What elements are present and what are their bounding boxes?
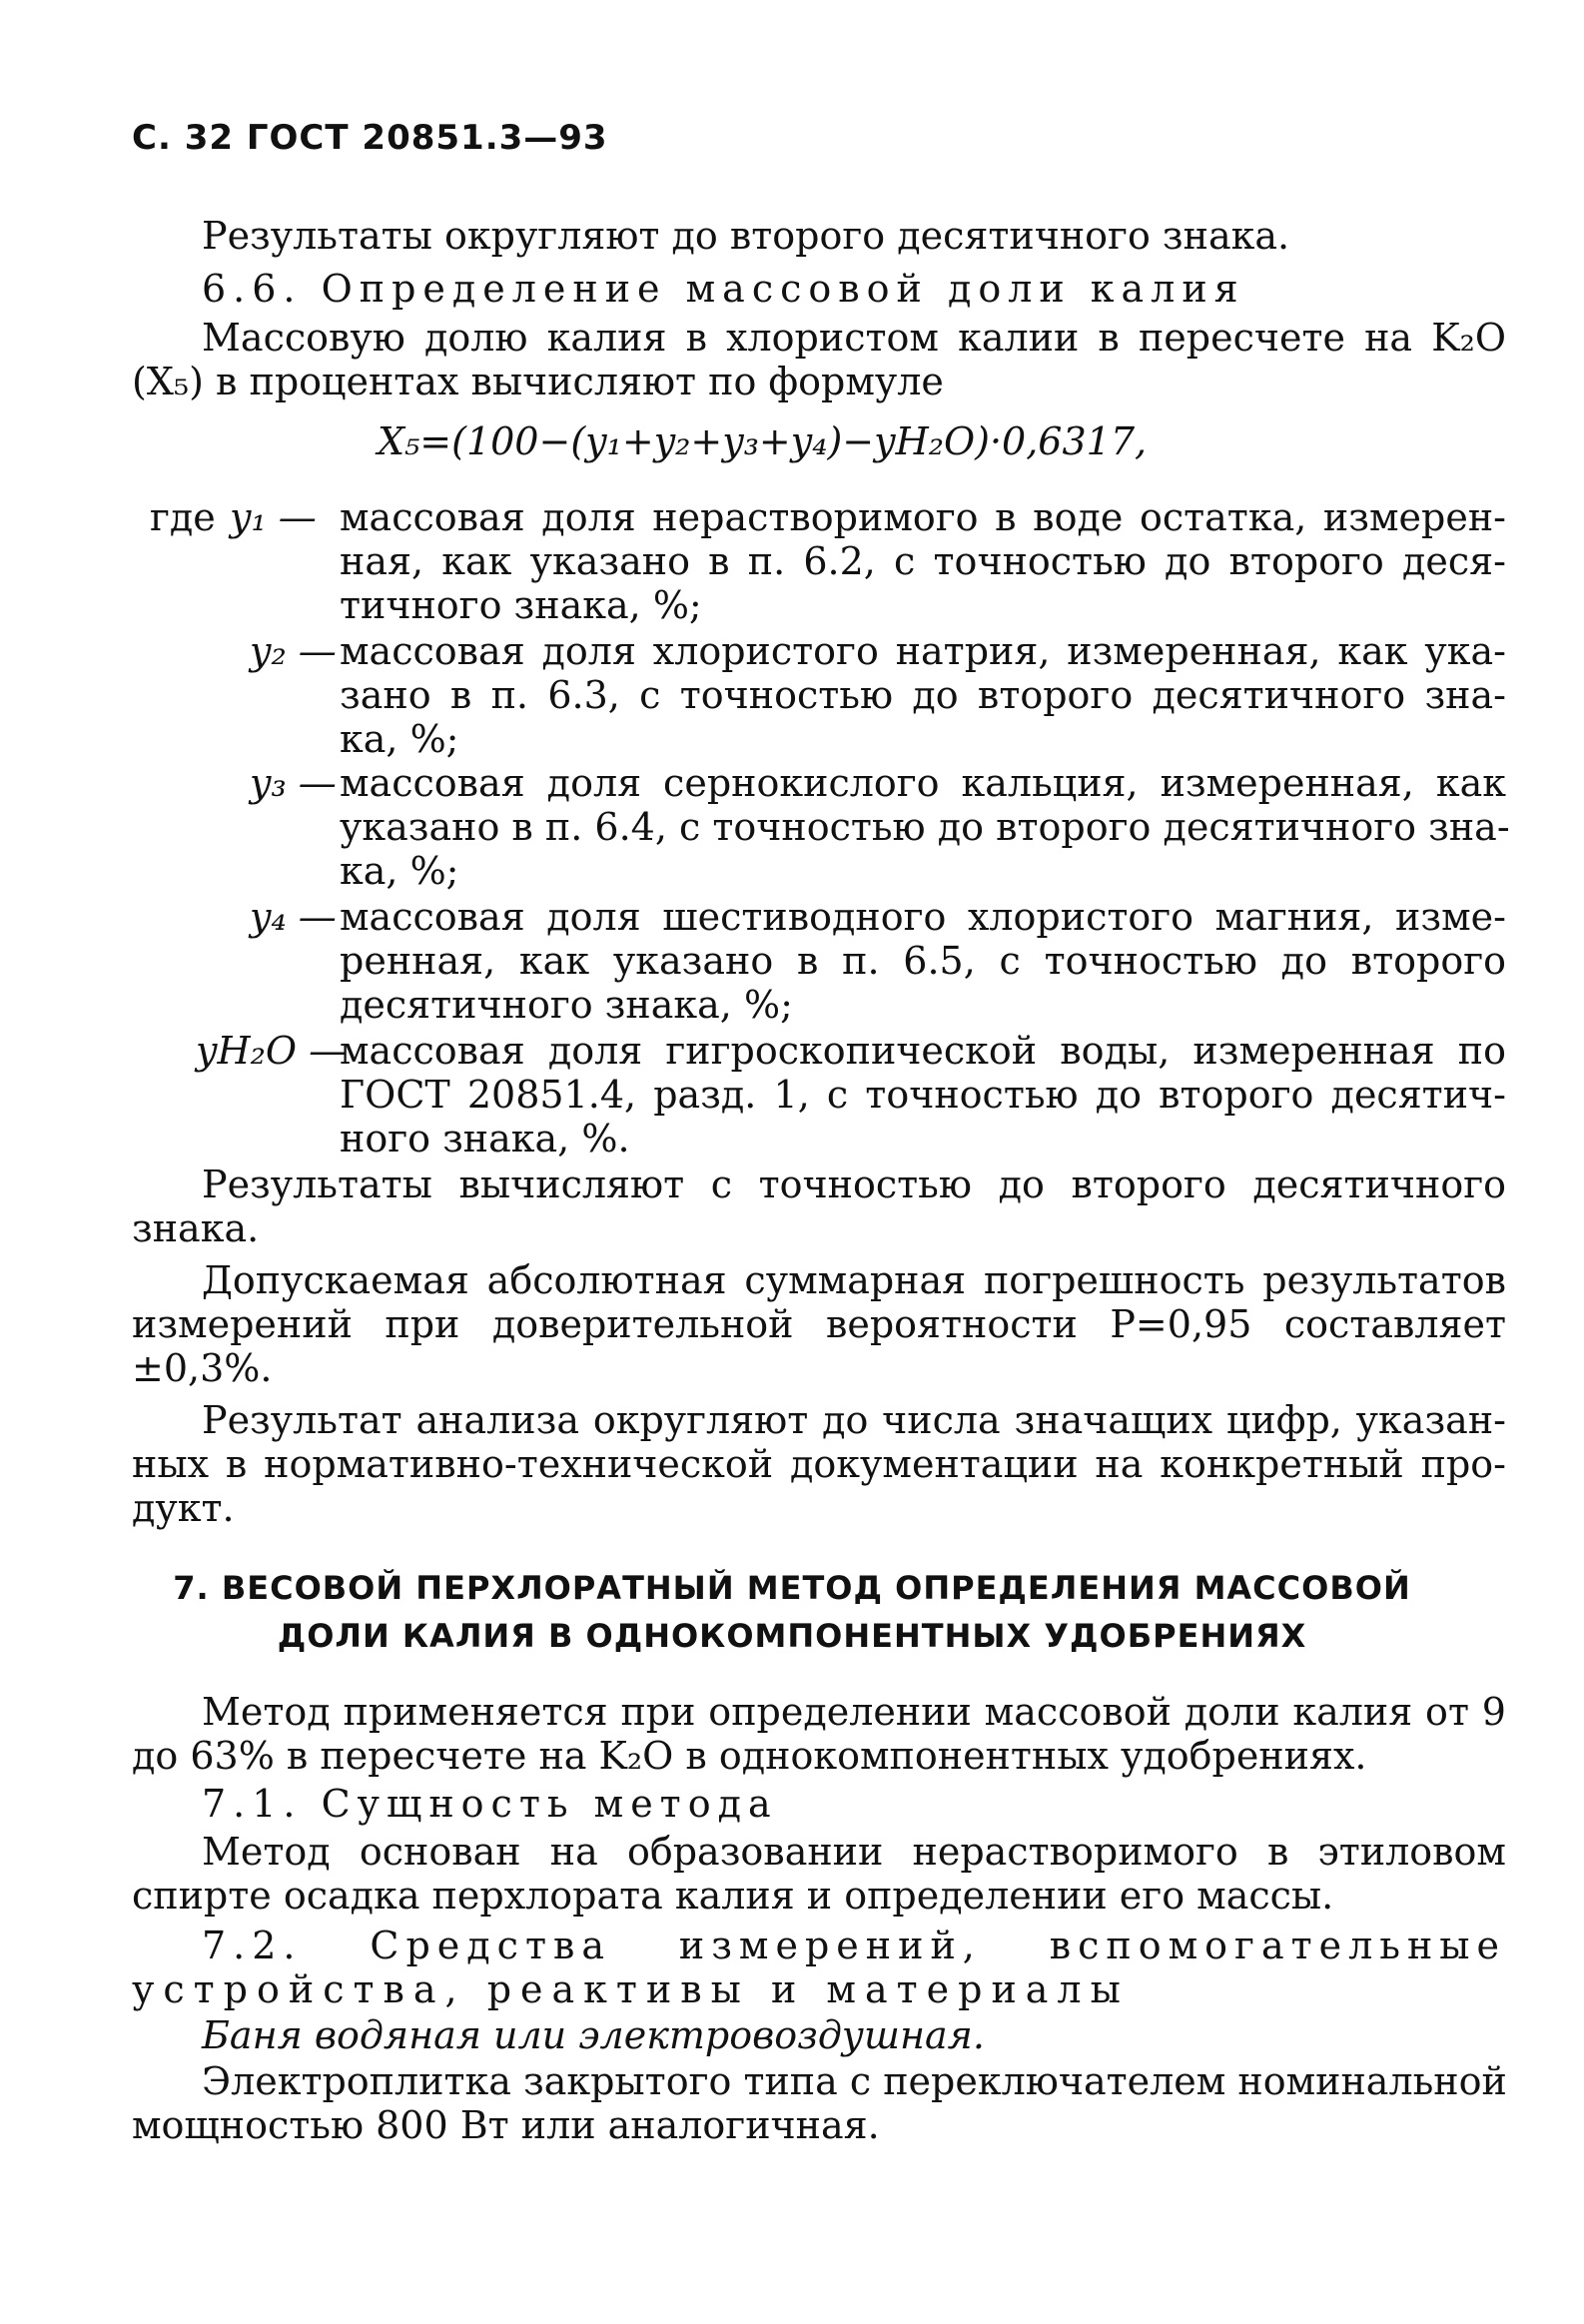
- text-line: Результаты вычисляют с точностью до второго десятичного: [202, 1162, 1506, 1206]
- text-line: Метод применяется при определении массовой доли калия от 9: [202, 1690, 1506, 1734]
- text-line: Массовую долю калия в хлористом калии в пересчете на K₂O: [202, 316, 1506, 360]
- text-line: ных в нормативно-технической документации на конкретный про-: [132, 1442, 1506, 1486]
- formula-x5: X₅=(100−(y₁+y₂+y₃+y₄)−yH₂O)·0,6317,: [378, 419, 1148, 463]
- text-line: Электроплитка закрытого типа с переключателем номинальной: [202, 2059, 1507, 2103]
- section-heading-7-1: 7.1. Сущность метода: [202, 1782, 778, 1826]
- symbol-y2: y₂ —: [250, 629, 337, 673]
- text-line: Результат анализа округляют до числа значащих цифр, указан-: [202, 1398, 1506, 1442]
- page-header: С. 32 ГОСТ 20851.3—93: [132, 118, 608, 158]
- text-line: спирте осадка перхлората калия и определении его массы.: [132, 1874, 1334, 1918]
- definition-line: массовая доля шестиводного хлористого магния, изме-: [340, 895, 1506, 939]
- definition-line: массовая доля хлористого натрия, измеренная, как ука-: [340, 629, 1506, 673]
- section-heading-7-line1: 7. ВЕСОВОЙ ПЕРХЛОРАТНЫЙ МЕТОД ОПРЕДЕЛЕНИЯ МАССОВОЙ: [173, 1569, 1411, 1607]
- text-line: Результаты округляют до второго десятичного знака.: [202, 214, 1290, 258]
- definition-line: ного знака, %.: [340, 1117, 630, 1161]
- section-heading-7-2-cont: устройства, реактивы и материалы: [132, 1967, 1130, 2011]
- definition-line: ка, %;: [340, 849, 459, 893]
- definition-line: ГОСТ 20851.4, разд. 1, с точностью до второго десятич-: [340, 1073, 1506, 1117]
- definition-line: массовая доля сернокислого кальция, измеренная, как: [340, 761, 1506, 805]
- definition-line: массовая доля гигроскопической воды, измеренная по: [340, 1029, 1506, 1073]
- definition-line: десятичного знака, %;: [340, 983, 793, 1027]
- symbol-y1: y₁ —: [230, 495, 317, 539]
- text-line: Допускаемая абсолютная суммарная погрешность результатов: [202, 1258, 1506, 1302]
- definition-line: ная, как указано в п. 6.2, с точностью до второго деся-: [340, 539, 1506, 583]
- text-line: дукт.: [132, 1486, 235, 1530]
- section-heading-6-6: 6.6. Определение массовой доли калия: [202, 267, 1245, 311]
- section-heading-7-2: 7.2. Средства измерений, вспомогательные: [202, 1924, 1506, 1967]
- definition-line: ка, %;: [340, 717, 459, 761]
- text-line: ±0,3%.: [132, 1346, 273, 1390]
- definition-line: зано в п. 6.3, с точностью до второго десятичного зна-: [340, 673, 1506, 717]
- symbol-yh2o: yH₂O —: [196, 1029, 348, 1073]
- text-line: до 63% в пересчете на K₂O в однокомпонентных удобрениях.: [132, 1734, 1367, 1778]
- definition-line: массовая доля нерастворимого в воде остатка, измерен-: [340, 495, 1506, 539]
- equipment-item: Баня водяная или электровоздушная.: [202, 2013, 985, 2057]
- where-label: где: [150, 495, 216, 539]
- text-line: измерений при доверительной вероятности P=0,95 составляет: [132, 1302, 1506, 1346]
- symbol-y4: y₄ —: [250, 895, 337, 939]
- text-line: знака.: [132, 1206, 260, 1250]
- definition-line: тичного знака, %;: [340, 583, 702, 627]
- definition-line: указано в п. 6.4, с точностью до второго десятичного зна-: [340, 805, 1510, 849]
- text-line: Метод основан на образовании нерастворимого в этиловом: [202, 1830, 1506, 1874]
- definition-line: ренная, как указано в п. 6.5, с точностью до второго: [340, 939, 1506, 983]
- symbol-y3: y₃ —: [250, 761, 337, 805]
- text-line: мощностью 800 Вт или аналогичная.: [132, 2103, 880, 2147]
- text-line: (X₅) в процентах вычисляют по формуле: [132, 360, 944, 403]
- section-heading-7-line2: ДОЛИ КАЛИЯ В ОДНОКОМПОНЕНТНЫХ УДОБРЕНИЯХ: [277, 1617, 1307, 1655]
